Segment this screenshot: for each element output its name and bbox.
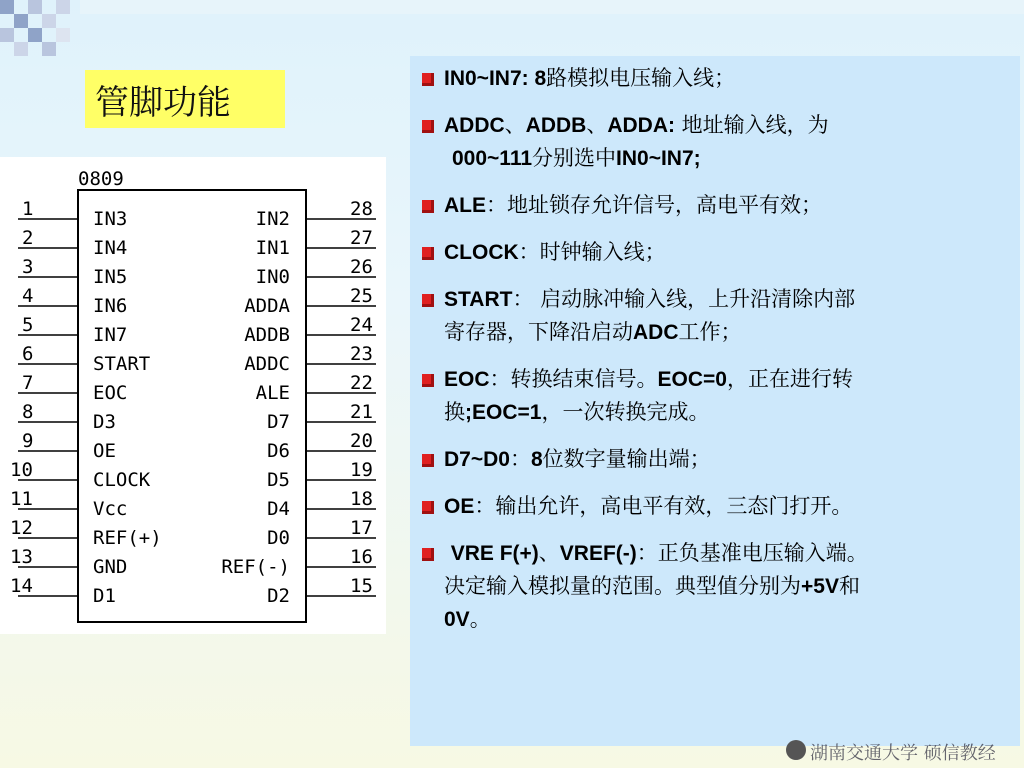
pin-number: 21 [350,401,373,423]
bullet-icon [422,73,434,86]
bullet-icon [422,501,434,514]
pin-label: IN1 [255,237,290,259]
pin-number: 8 [22,401,34,423]
pin-label: D7 [267,411,290,433]
corner-decoration [0,0,80,64]
list-item-eoc: EOC：转换结束信号。EOC=0，正在进行转 换;EOC=1，一次转换完成。 [422,363,1006,429]
pin-label: ADDC [244,353,290,375]
chip-0809-diagram [0,157,386,634]
pin-number: 24 [350,314,373,336]
pin-label: IN5 [93,266,128,288]
pin-label: REF(-) [221,556,290,578]
pin-label: START [93,353,151,375]
list-item-in: IN0~IN7: 8路模拟电压输入线； [422,62,1006,95]
pin-number: 6 [22,343,34,365]
pin-number: 15 [350,575,373,597]
pin-number: 26 [350,256,373,278]
bullet-icon [422,294,434,307]
bullet-icon [422,120,434,133]
pin-label: D1 [93,585,116,607]
pin-number: 17 [350,517,373,539]
pin-number: 20 [350,430,373,452]
pin-number: 7 [22,372,34,394]
pin-number: 11 [10,488,33,510]
pin-label: ADDA [244,295,290,317]
pin-number: 14 [10,575,33,597]
bullet-icon [422,454,434,467]
pin-label: D4 [267,498,290,520]
pin-label: CLOCK [93,469,151,491]
pin-number: 18 [350,488,373,510]
bullet-icon [422,247,434,260]
pin-label: ADDB [244,324,290,346]
university-logo: 湖南交通大学 硕信教经 [786,737,1016,765]
pin-label: IN7 [93,324,128,346]
top-bar [80,0,1024,14]
emblem-icon [786,740,806,760]
pin-number: 10 [10,459,33,481]
pin-number: 16 [350,546,373,568]
list-item-data: D7~D0：8位数字量输出端； [422,443,1006,476]
list-item-start: START： 启动脉冲输入线，上升沿清除内部 寄存器，下降沿启动ADC工作； [422,283,1006,349]
pin-label: OE [93,440,116,462]
pin-number: 25 [350,285,373,307]
pin-label: D5 [267,469,290,491]
pin-number: 3 [22,256,34,278]
pin-number: 13 [10,546,33,568]
pin-label: IN4 [93,237,128,259]
pin-number: 19 [350,459,373,481]
pin-label: D6 [267,440,290,462]
list-item-oe: OE：输出允许，高电平有效，三态门打开。 [422,490,1006,523]
pin-number: 4 [22,285,34,307]
list-item-addr: ADDC、ADDB、ADDA: 地址输入线，为 000~111分别选中IN0~IN7; [422,109,1006,175]
list-item-clock: CLOCK：时钟输入线； [422,236,1006,269]
pin-label: D3 [93,411,116,433]
list-item-vref: VRE F(+)、VREF(-)：正负基准电压输入端。 决定输入模拟量的范围。典型值分别为+5V和 0V。 [422,537,1006,636]
pin-number: 23 [350,343,373,365]
pin-number: 5 [22,314,34,336]
pin-label: EOC [93,382,128,404]
pin-number: 22 [350,372,373,394]
pin-label: D2 [267,585,290,607]
slide-title: 管脚功能 [85,70,285,128]
bullet-icon [422,548,434,561]
pin-label: GND [93,556,128,578]
pin-label: IN2 [255,208,290,230]
pin-label: IN0 [255,266,290,288]
pin-number: 9 [22,430,34,452]
pin-label: REF(+) [93,527,162,549]
pin-number: 28 [350,198,373,220]
pin-label: IN3 [93,208,128,230]
pin-label: IN6 [93,295,128,317]
bullet-icon [422,374,434,387]
pin-label: D0 [267,527,290,549]
pin-label: ALE [255,382,290,404]
pin-number: 2 [22,227,34,249]
pin-number: 27 [350,227,373,249]
pin-function-panel [410,56,1020,746]
list-item-ale: ALE：地址锁存允许信号，高电平有效； [422,189,1006,222]
pin-diagram [0,157,386,634]
chip-name: 0809 [78,168,124,190]
pin-number: 1 [22,198,34,220]
pin-number: 12 [10,517,33,539]
bullet-icon [422,200,434,213]
pin-label: Vcc [93,498,128,520]
